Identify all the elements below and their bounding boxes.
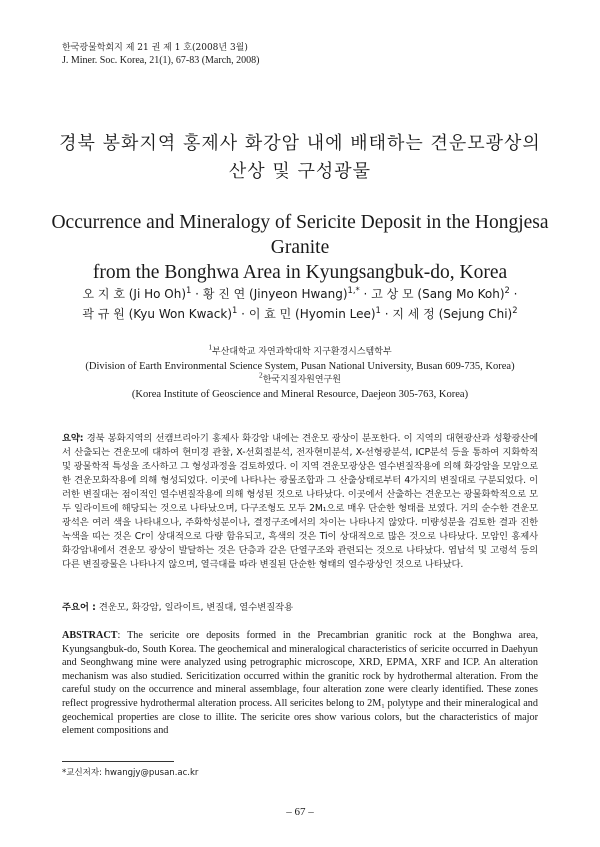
author-name: 곽 규 원 (Kyu Won Kwack) xyxy=(82,307,233,321)
author-separator: · xyxy=(509,287,518,301)
author-separator: · xyxy=(380,307,393,321)
keywords xyxy=(62,601,538,615)
author-affiliation-mark: 2 xyxy=(512,305,518,315)
korean-abstract xyxy=(62,432,538,572)
affiliation-2-korean xyxy=(20,370,580,388)
english-title-line-1: Occurrence and Mineralogy of Sericite Deposit in the Hongjesa Granite xyxy=(51,212,549,258)
footnote-divider xyxy=(62,761,174,762)
affiliation-2-english: (Korea Institute of Geoscience and Mineral Resource, Daejeon 305-763, Korea) xyxy=(131,388,469,400)
author-separator: · xyxy=(359,287,372,301)
affiliation-mark: 1 xyxy=(208,342,213,352)
affiliation-name-korean: 부산대학교 자연과학대학 지구환경시스템학부 xyxy=(212,347,392,357)
english-title xyxy=(30,210,570,285)
corresponding-author-footnote: *교신저자: hwangjy@pusan.ac.kr xyxy=(62,768,199,778)
author-affiliation-mark: 2 xyxy=(504,285,510,295)
page-number: – 67 – xyxy=(286,806,314,818)
affiliation-1-korean xyxy=(20,342,580,360)
author-affiliation-mark: 1 xyxy=(232,305,238,315)
author-name: 고 상 모 (Sang Mo Koh) xyxy=(371,287,505,301)
author-line-1 xyxy=(40,284,560,304)
keywords-text: 견운모, 화강암, 일라이트, 변질대, 열수변질작용 xyxy=(95,602,294,613)
english-abstract-text: : The sericite ore deposits formed in the Precambrian granitic rock at the Bonghwa area, Kyungsangbuk-do, South Korea. The geochemical and mineralogical characteristics of sericite occurred in Daehyun and Seonghwang mine were analyzed using petrographic microscope, XRD, EPMA, XRF and ICP. An alteration mechanism was also studied. Sericitization occurred within the granitic rock by hydrothermal alteration. From the careful study on the occurrence and mineral assemblage, four alteration zone were clearly identified. These zones reflect progressive hydrothermal alteration process. All sericites belong to 2M₁ polytype and their mineralogical and geochemical properties are close to illite. The sericite ores show various colors, but the characteristics of major element compositions and xyxy=(62,630,538,737)
affiliation-1-english: (Division of Earth Environmental Science System, Pusan National University, Busan 609-735, Korea) xyxy=(85,360,515,372)
author-name: 이 효 민 (Hyomin Lee) xyxy=(248,307,376,321)
author-name: 지 세 정 (Sejung Chi) xyxy=(392,307,513,321)
english-title-line-2: from the Bonghwa Area in Kyungsangbuk-do, Korea xyxy=(92,262,508,283)
author-name: 오 지 호 (Ji Ho Oh) xyxy=(82,287,187,301)
author-affiliation-mark: 1 xyxy=(186,285,192,295)
author-separator: · xyxy=(191,287,203,301)
affiliations xyxy=(20,342,580,401)
english-abstract-label: ABSTRACT xyxy=(62,630,118,641)
korean-title-line-1: 경북 봉화지역 홍제사 화강암 내에 배태하는 견운모광상의 xyxy=(59,133,541,154)
author-list xyxy=(40,284,560,324)
author-affiliation-mark: 1 xyxy=(375,305,381,315)
author-name: 황 진 연 (Jinyeon Hwang) xyxy=(202,287,348,301)
author-affiliation-mark: 1,* xyxy=(347,285,360,295)
korean-title-line-2: 산상 및 구성광물 xyxy=(228,161,372,182)
korean-abstract-label: 요약: xyxy=(62,433,84,444)
affiliation-name-korean: 한국지질자원연구원 xyxy=(262,375,341,386)
author-separator: · xyxy=(237,307,249,321)
journal-header-english: J. Miner. Soc. Korea, 21(1), 67-83 (March, 2008) xyxy=(62,55,260,66)
korean-title xyxy=(30,130,570,186)
keywords-label: 주요어 : xyxy=(62,602,96,613)
journal-header-korean: 한국광물학회지 제 21 권 제 1 호(2008년 3월) xyxy=(62,43,248,53)
korean-abstract-text: 경북 봉화지역의 선캠브리아기 홍제사 화강암 내에는 견운모 광상이 분포한다. 이 지역의 대현광산과 성황광산에서 산출되는 견운모에 대하여 현미경 관찰, X-선회절분석, 전자현미분석, X-선형광분석, ICP분석 등을 통하여 지화학적 및 광물학적 특성을 조사하고 그 형성과정을 검토하였다. 이 지역 견운모광상은 열수변질작용에 의해 화강암을 모암으로 한 견운모화작용에 의해 형성되었다. 이곳에 나타나는 광물조합과 그 산출상태로부터 4가지의 변질대로 구분되었다. 이러한 변질대는 점이적인 열수변질작용에 의해 형성된 것으로 나타났다. 이곳에서 산출하는 견운모는 광물화학적으로 모두 일라이트에 해당되는 것으로 나타났으며, 다구조형도 모두 2M₁으로 매우 단순한 형태를 보였다. 거의 순수한 견운모 광석은 여러 색을 나타내으나, 주화학성분이나, 결정구조에서의 차이는 나타나지 않았다. 미량성분을 검토한 결과 진한 녹색을 띠는 것은 Cr이 상대적으로 다량 함유되고, 흑색의 것은 Ti이 상대적으로 많은 것으로 나타났다. 모암인 홍제사 화강암내에서 견운모 광상이 발달하는 것은 단층과 같은 단열구조와 관련되는 것으로 나타났다. 엽납석 및 고령석 등의 다른 변질광물은 나타나지 않으며, 열극대를 따라 변질된 단순한 형태의 열수광상인 것으로 나타났다. xyxy=(62,433,538,570)
author-line-2 xyxy=(40,304,560,324)
affiliation-mark: 2 xyxy=(259,370,263,380)
english-abstract xyxy=(62,629,538,738)
